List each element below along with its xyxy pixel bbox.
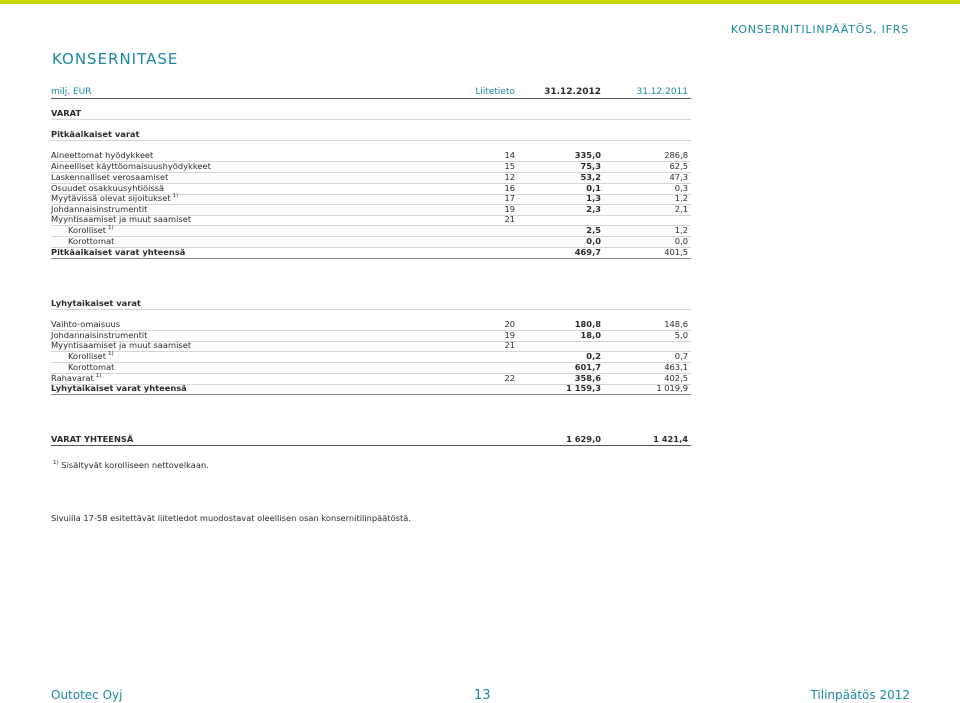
row-value-2012: 53,2 — [580, 172, 601, 182]
row-note: 14 — [504, 150, 515, 160]
row-value-2011: 0,0 — [674, 236, 688, 246]
footnote-mark: 1) — [53, 460, 59, 467]
row-label: Myyntisaamiset ja muut saamiset — [51, 340, 192, 350]
header-label: milj. EUR — [51, 87, 92, 97]
table-row — [51, 225, 691, 237]
row-value-2012: 601,7 — [574, 362, 601, 372]
row-label: Myyntisaamiset ja muut saamiset — [51, 214, 192, 224]
table-row — [51, 340, 691, 352]
footnote-2: Sivuilla 17-58 esitettävät liitetiedot muodostavat oleellisen osan konsernitilinpäätöstä. — [51, 513, 411, 523]
row-footnote-mark: 1) — [95, 373, 102, 380]
table-row — [51, 129, 691, 141]
row-value-2011: 62,5 — [669, 161, 688, 171]
table-row — [51, 214, 691, 226]
row-value-2011: 401,5 — [664, 247, 688, 257]
row-label: Laskennalliset verosaamiset — [51, 172, 169, 182]
table-row — [51, 362, 691, 374]
row-value-2012: 335,0 — [574, 150, 601, 160]
row-value-2012: 2,5 — [586, 225, 601, 235]
row-value-2011: 47,3 — [669, 172, 688, 182]
table-row — [51, 351, 691, 363]
row-value-2012: 0,0 — [586, 236, 601, 246]
row-value-2011: 5,0 — [674, 330, 688, 340]
row-value-2012: 180,8 — [574, 319, 601, 329]
table-row — [51, 193, 691, 205]
row-value-2011: 0,3 — [674, 183, 688, 193]
row-label: Johdannaisinstrumentit — [51, 330, 148, 340]
table-row — [51, 236, 691, 248]
row-note: 17 — [504, 193, 515, 203]
footer-report: Tilinpäätös 2012 — [810, 688, 910, 702]
row-footnote-mark: 1) — [108, 225, 114, 232]
row-footnote-mark: 1) — [172, 193, 179, 200]
row-label: VARAT YHTEENSÄ — [51, 434, 134, 444]
table-row — [51, 319, 691, 331]
row-value-2011: 1 019,9 — [656, 383, 688, 393]
row-value-2012: 469,7 — [574, 247, 601, 257]
top-accent-bar — [0, 0, 960, 4]
row-note: 19 — [504, 204, 515, 214]
table-row — [51, 150, 691, 162]
row-value-2011: 2,1 — [674, 204, 688, 214]
row-value-2012: 358,6 — [574, 373, 601, 383]
row-note: 21 — [504, 340, 515, 350]
row-label: Pitkäaikaiset varat yhteensä — [51, 247, 186, 257]
row-note: 16 — [504, 183, 515, 193]
table-row — [51, 172, 691, 184]
row-value-2011: 463,1 — [664, 362, 688, 372]
row-note: 21 — [504, 214, 515, 224]
row-note: 22 — [504, 373, 515, 383]
row-value-2012: 0,2 — [586, 351, 601, 361]
row-label: Rahavarat $^{1)}$ — [51, 373, 102, 383]
row-value-2011: 1 421,4 — [653, 434, 688, 444]
row-value-2012: 2,3 — [586, 204, 601, 214]
row-note: 19 — [504, 330, 515, 340]
row-value-2012: 18,0 — [580, 330, 601, 340]
row-value-2011: 148,6 — [664, 319, 688, 329]
page-title: KONSERNITASE — [52, 50, 179, 68]
row-value-2012: 1 629,0 — [566, 434, 601, 444]
footer-page-number: 13 — [474, 688, 491, 703]
row-value-2011: 1,2 — [674, 225, 688, 235]
footnote-1 — [51, 460, 209, 470]
row-value-2011: 286,8 — [664, 150, 688, 160]
row-value-2012: 1 159,3 — [566, 383, 601, 393]
footer-company: Outotec Oyj — [51, 688, 123, 702]
row-footnote-mark: 1) — [108, 351, 114, 358]
footnote-text: Sisältyvät korolliseen nettovelkaan. — [61, 460, 209, 470]
section-title: KONSERNITILINPÄÄTÖS, IFRS — [730, 23, 909, 36]
row-label: VARAT — [51, 108, 82, 118]
row-label: Myytävissä olevat sijoitukset $^{1)}$ — [51, 193, 179, 203]
row-value-2012: 1,3 — [586, 193, 601, 203]
row-label: Korottomat — [68, 236, 115, 246]
row-value-2011: 402,5 — [664, 373, 688, 383]
row-value-2012: 75,3 — [580, 161, 601, 171]
row-label: Osuudet osakkuusyhtiöissä — [51, 183, 165, 193]
row-label: Lyhytaikaiset varat — [51, 298, 141, 308]
row-label: Aineettomat hyödykkeet — [51, 150, 154, 160]
row-label: Pitkäaikaiset varat — [51, 129, 140, 139]
table-row — [51, 108, 691, 120]
table-row — [51, 298, 691, 310]
row-note: 15 — [504, 161, 515, 171]
header-note: Liitetieto — [475, 87, 515, 97]
table-row — [51, 247, 691, 259]
row-label: Korolliset $^{1)}$ — [68, 351, 114, 361]
row-label: Johdannaisinstrumentit — [51, 204, 148, 214]
row-label: Korolliset $^{1)}$ — [68, 225, 114, 235]
row-value-2011: 0,7 — [674, 351, 688, 361]
row-value-2012: 0,1 — [586, 183, 601, 193]
row-label: Lyhytaikaiset varat yhteensä — [51, 383, 187, 393]
header-col-2012: 31.12.2012 — [544, 87, 601, 97]
row-note: 12 — [504, 172, 515, 182]
header-col-2011: 31.12.2011 — [636, 87, 688, 97]
table-header — [51, 86, 691, 99]
row-label: Aineelliset käyttöomaisuushyödykkeet — [51, 161, 211, 171]
row-label: Vaihto-omaisuus — [51, 319, 121, 329]
row-value-2011: 1,2 — [674, 193, 688, 203]
row-label: Korottomat — [68, 362, 115, 372]
table-row — [51, 434, 691, 446]
table-row — [51, 161, 691, 173]
row-note: 20 — [504, 319, 515, 329]
table-row — [51, 383, 691, 395]
